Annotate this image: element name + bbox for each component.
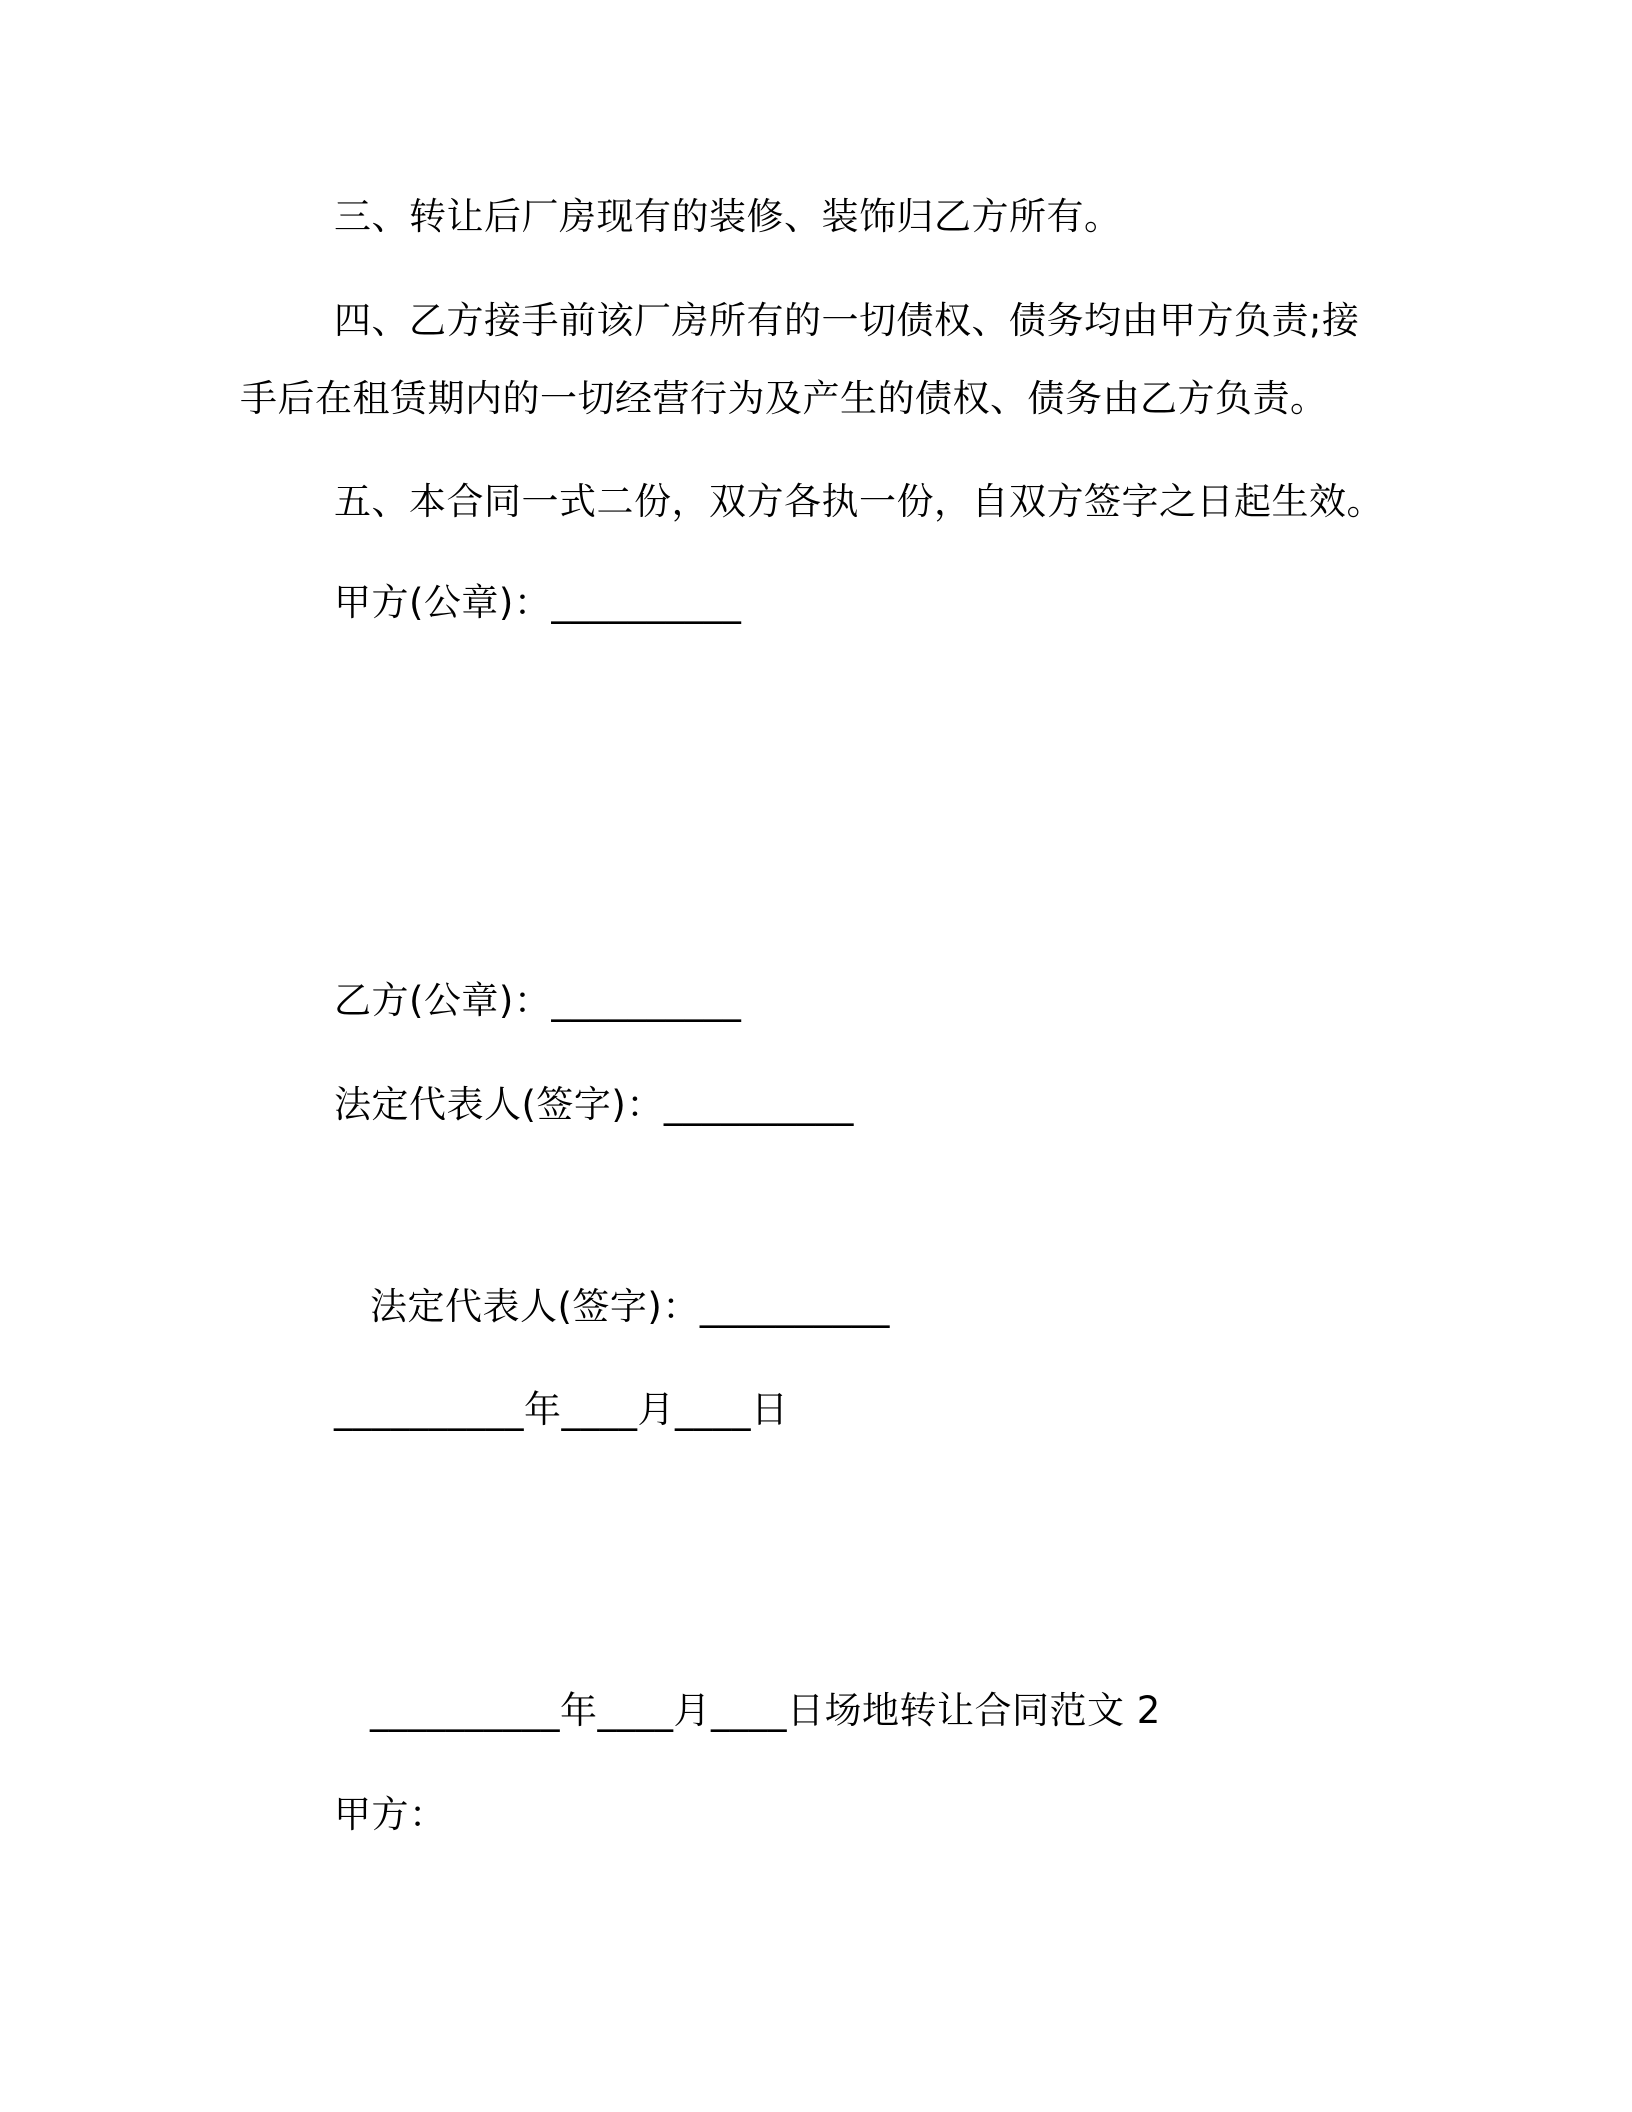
clause-4-line-2: 手后在租赁期内的一切经营行为及产生的债权、债务由乙方负责。 bbox=[240, 377, 1328, 420]
party-b-seal-line: 乙方(公章)：__________ bbox=[334, 979, 742, 1022]
next-contract-heading: __________年____月____日场地转让合同范文 2 bbox=[370, 1689, 1161, 1732]
legal-representative-line-2: 法定代表人(签字)：__________ bbox=[370, 1285, 890, 1328]
date-line: __________年____月____日 bbox=[334, 1388, 789, 1431]
clause-3: 三、转让后厂房现有的装修、装饰归乙方所有。 bbox=[334, 195, 1122, 238]
clause-5: 五、本合同一式二份，双方各执一份，自双方签字之日起生效。 bbox=[334, 480, 1384, 523]
party-a-label: 甲方： bbox=[334, 1793, 447, 1836]
legal-representative-line-1: 法定代表人(签字)：__________ bbox=[334, 1083, 854, 1126]
clause-4-line-1: 四、乙方接手前该厂房所有的一切债权、债务均由甲方负责;接 bbox=[334, 299, 1360, 342]
party-a-seal-line: 甲方(公章)：__________ bbox=[334, 581, 742, 624]
